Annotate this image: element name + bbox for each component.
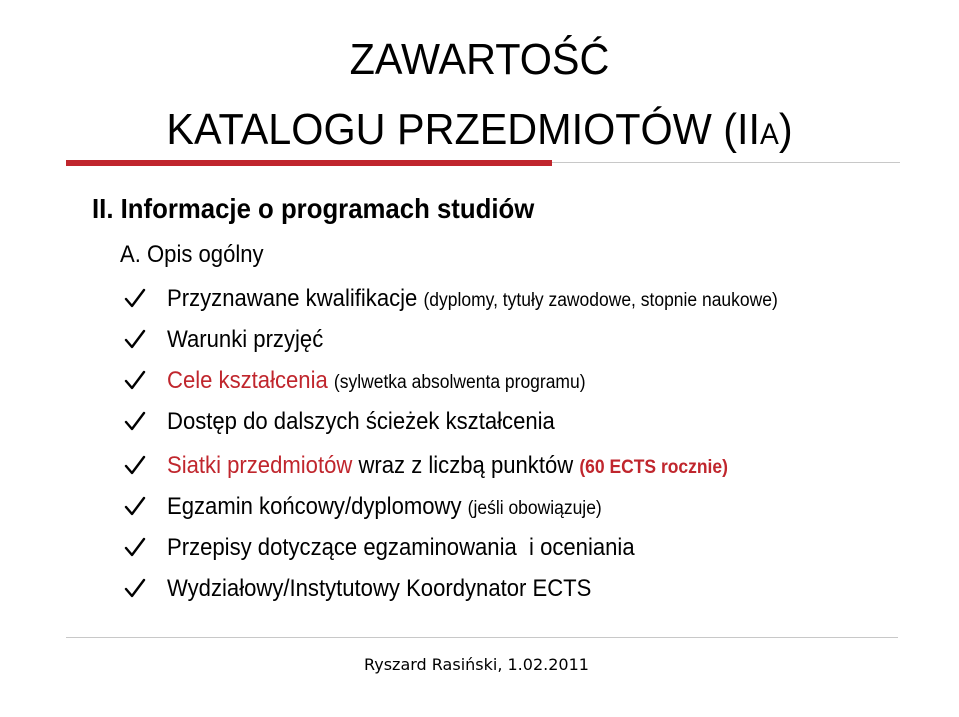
subsection-heading: A. Opis ogólny [120,241,264,268]
item-main: Egzamin końcowy/dyplomowy [167,493,462,520]
section-heading: II. Informacje o programach studiów [92,193,535,224]
checkmark-icon [123,409,147,433]
item-main: Cele kształcenia [167,367,328,394]
item-note: (jeśli obowiązuje) [467,498,602,519]
footer-divider [66,637,898,638]
footer-author-date: Ryszard Rasiński, 1.02.2011 [364,655,589,674]
item-note: (60 ECTS rocznie) [579,457,728,478]
title-line-2-end: ) [778,105,793,154]
checkmark-icon [123,494,147,518]
item-middle: wraz z liczbą punktów [358,452,574,479]
item-main: Przepisy dotyczące egzaminowania i oceniania [167,534,635,561]
item-main: Siatki przedmiotów [167,452,353,479]
checkmark-icon [123,576,147,600]
title-line-2-main: KATALOGU PRZEDMIOTÓW (II [166,105,761,154]
title-line-2 [29,106,930,159]
checkmark-icon [123,368,147,392]
item-note: (sylwetka absolwenta programu) [333,372,586,393]
item-main: Przyznawane kwalifikacje [167,285,418,312]
title-underline-thin [552,162,900,163]
checkmark-icon [123,453,147,477]
title-underline-red [66,160,552,166]
checkmark-icon [123,286,147,310]
title-line-1: ZAWARTOŚĆ [349,35,610,84]
item-note: (dyplomy, tytuły zawodowe, stopnie naukowe) [423,290,778,311]
title-line-2-small: A [760,118,779,151]
item-main: Wydziałowy/Instytutowy Koordynator ECTS [167,575,592,602]
checkmark-icon [123,327,147,351]
item-main: Dostęp do dalszych ścieżek kształcenia [167,408,555,435]
item-main: Warunki przyjęć [167,326,324,353]
checkmark-icon [123,535,147,559]
